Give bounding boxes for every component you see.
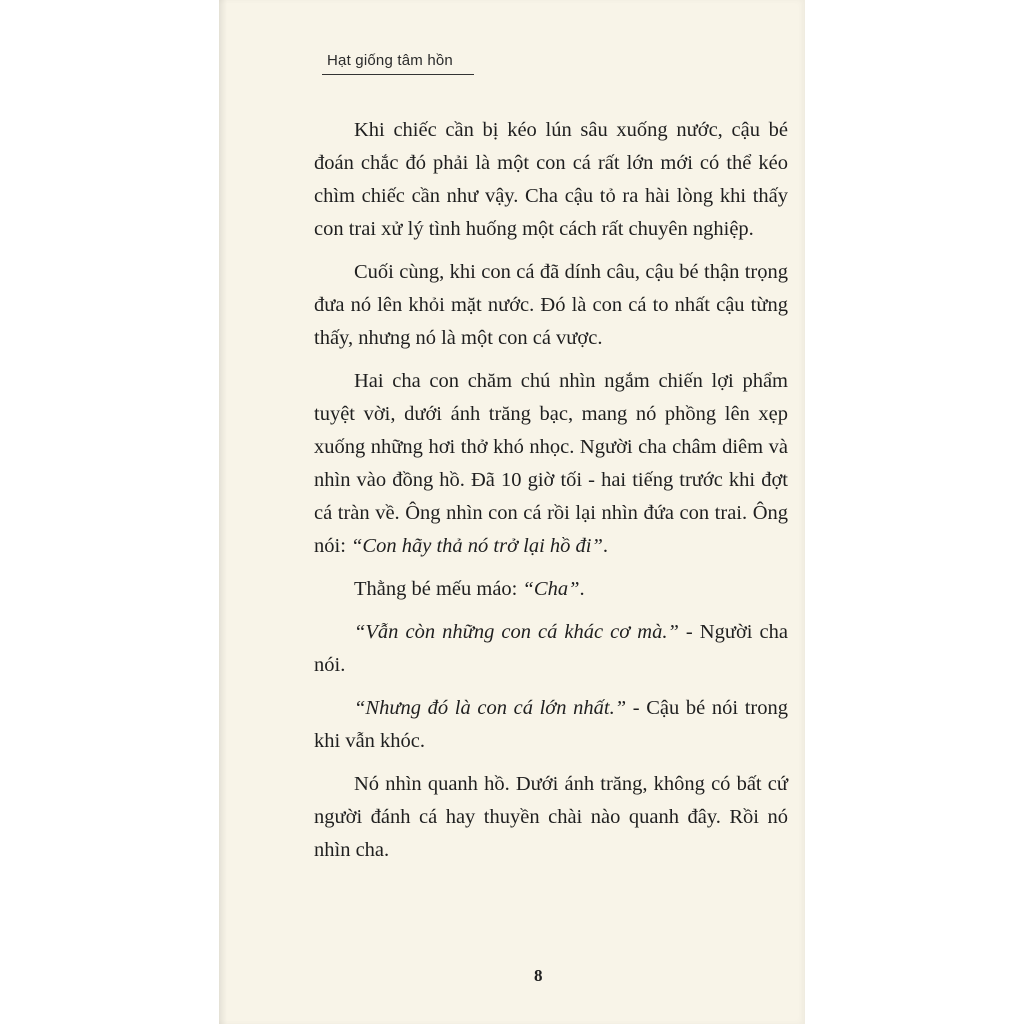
running-header: Hạt giống tâm hồn xyxy=(327,52,453,69)
paragraph-text: Nó nhìn quanh hồ. Dưới ánh trăng, không có bất cứ người đánh cá hay thuyền chài nào quanh đây. Rồi nó nhìn cha. xyxy=(314,773,788,861)
page-number: 8 xyxy=(534,966,543,985)
quote-text: “Vẫn còn những con cá khác cơ mà.” xyxy=(354,621,679,643)
paragraph-text: Thằng bé mếu máo: xyxy=(354,578,523,600)
header-rule xyxy=(322,74,474,75)
paragraph-1 xyxy=(314,114,788,246)
paragraph-text: Khi chiếc cần bị kéo lún sâu xuống nước, cậu bé đoán chắc đó phải là một con cá rất lớn mới có thể kéo chìm chiếc cần như vậy. Cha cậu tỏ ra hài lòng khi thấy con trai xử lý tình huống một cách rất chuyên nghiệp. xyxy=(314,119,788,240)
paragraph-text: Cuối cùng, khi con cá đã dính câu, cậu bé thận trọng đưa nó lên khỏi mặt nước. Đó là con cá to nhất cậu từng thấy, nhưng nó là một con cá vược. xyxy=(314,261,788,349)
paragraph-text: Hai cha con chăm chú nhìn ngắm chiến lợi phẩm tuyệt vời, dưới ánh trăng bạc, mang nó phồng lên xẹp xuống những hơi thở khó nhọc. Người cha châm diêm và nhìn vào đồng hồ. Đã 10 giờ tối - hai tiếng trước khi đợt cá tràn về. Ông nhìn con cá rồi lại nhìn đứa con trai. Ông nói: xyxy=(314,370,788,557)
paragraph-5 xyxy=(314,616,788,682)
quote-text: “Cha” xyxy=(522,578,580,600)
paragraph-text: - Cậu bé nói trong khi vẫn khóc. xyxy=(314,697,788,752)
body-text xyxy=(314,114,788,877)
paragraph-text: . xyxy=(579,578,585,600)
paragraph-3 xyxy=(314,365,788,563)
paragraph-4 xyxy=(314,573,788,606)
paragraph-7 xyxy=(314,768,788,867)
paragraph-6 xyxy=(314,692,788,758)
spine-shadow xyxy=(219,0,227,1024)
paragraph-text: . xyxy=(602,535,609,557)
quote-text: “Con hãy thả nó trở lại hồ đi” xyxy=(351,535,603,557)
paragraph-text: - Người cha nói. xyxy=(314,621,788,676)
paragraph-2 xyxy=(314,256,788,355)
quote-text: “Nhưng đó là con cá lớn nhất.” xyxy=(354,697,627,719)
